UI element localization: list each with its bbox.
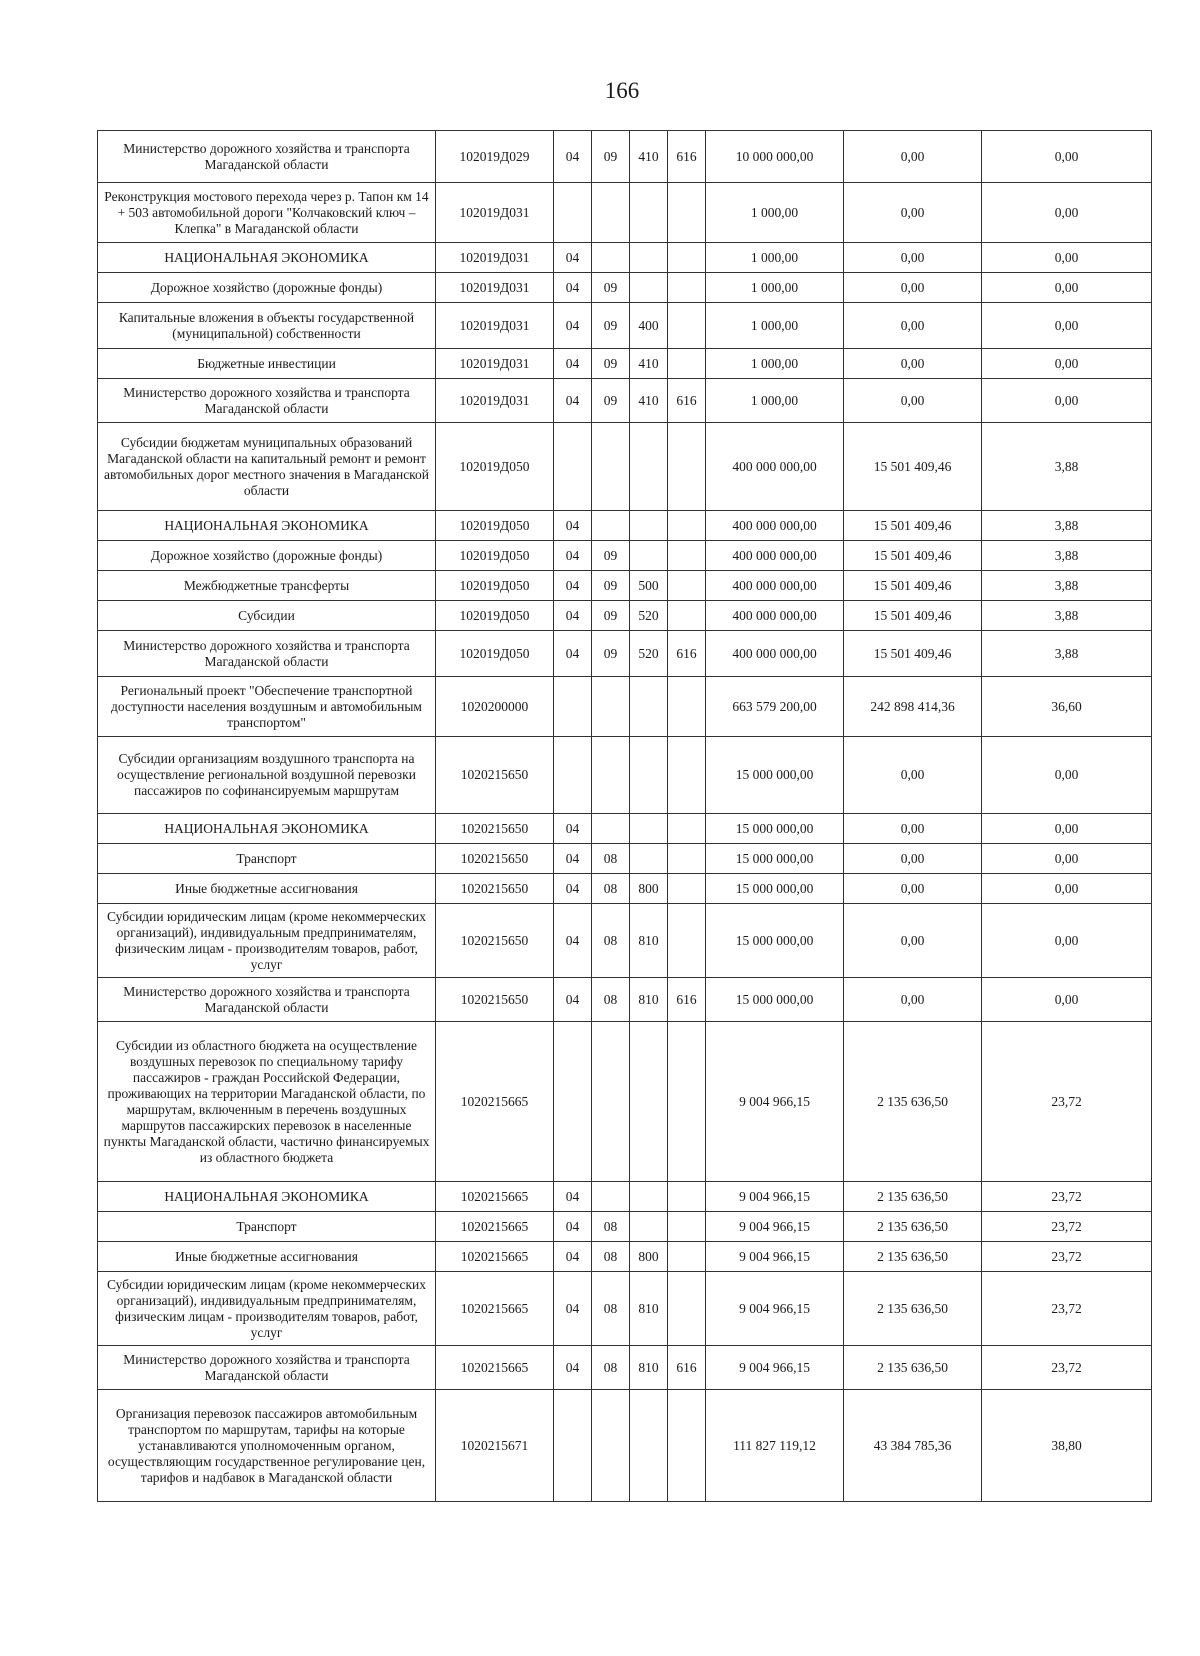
row-name: Региональный проект "Обеспечение транспортной доступности населения воздушным и автомобильным транспортом" bbox=[98, 677, 436, 737]
execution-percent: 0,00 bbox=[982, 844, 1152, 874]
execution-percent: 23,72 bbox=[982, 1346, 1152, 1390]
executed-amount: 2 135 636,50 bbox=[844, 1242, 982, 1272]
planned-amount: 1 000,00 bbox=[706, 183, 844, 243]
target-article-code: 1020200000 bbox=[436, 677, 554, 737]
expense-type-code bbox=[630, 183, 668, 243]
subsection-code: 09 bbox=[592, 541, 630, 571]
expense-type-code: 410 bbox=[630, 379, 668, 423]
chief-administrator-code bbox=[668, 541, 706, 571]
chief-administrator-code bbox=[668, 1022, 706, 1182]
table-row bbox=[98, 273, 1152, 303]
target-article-code: 102019Д050 bbox=[436, 631, 554, 677]
target-article-code: 102019Д031 bbox=[436, 349, 554, 379]
executed-amount: 0,00 bbox=[844, 874, 982, 904]
target-article-code: 102019Д031 bbox=[436, 183, 554, 243]
chief-administrator-code bbox=[668, 874, 706, 904]
executed-amount: 2 135 636,50 bbox=[844, 1022, 982, 1182]
planned-amount: 10 000 000,00 bbox=[706, 131, 844, 183]
executed-amount: 242 898 414,36 bbox=[844, 677, 982, 737]
target-article-code: 102019Д029 bbox=[436, 131, 554, 183]
target-article-code: 1020215650 bbox=[436, 978, 554, 1022]
table-row bbox=[98, 904, 1152, 978]
section-code: 04 bbox=[554, 844, 592, 874]
expense-type-code bbox=[630, 737, 668, 814]
subsection-code: 09 bbox=[592, 273, 630, 303]
chief-administrator-code: 616 bbox=[668, 131, 706, 183]
execution-percent: 3,88 bbox=[982, 571, 1152, 601]
executed-amount: 15 501 409,46 bbox=[844, 631, 982, 677]
subsection-code: 08 bbox=[592, 1242, 630, 1272]
subsection-code bbox=[592, 1182, 630, 1212]
chief-administrator-code bbox=[668, 904, 706, 978]
section-code: 04 bbox=[554, 571, 592, 601]
section-code: 04 bbox=[554, 631, 592, 677]
section-code bbox=[554, 1390, 592, 1502]
executed-amount: 2 135 636,50 bbox=[844, 1212, 982, 1242]
section-code: 04 bbox=[554, 1212, 592, 1242]
executed-amount: 0,00 bbox=[844, 814, 982, 844]
planned-amount: 9 004 966,15 bbox=[706, 1182, 844, 1212]
table-row bbox=[98, 737, 1152, 814]
execution-percent: 23,72 bbox=[982, 1212, 1152, 1242]
executed-amount: 0,00 bbox=[844, 978, 982, 1022]
expense-type-code: 410 bbox=[630, 131, 668, 183]
executed-amount: 0,00 bbox=[844, 844, 982, 874]
table-row bbox=[98, 1022, 1152, 1182]
execution-percent: 38,80 bbox=[982, 1390, 1152, 1502]
table-row bbox=[98, 423, 1152, 511]
planned-amount: 1 000,00 bbox=[706, 273, 844, 303]
target-article-code: 102019Д050 bbox=[436, 423, 554, 511]
expense-type-code: 520 bbox=[630, 631, 668, 677]
subsection-code bbox=[592, 511, 630, 541]
row-name: Министерство дорожного хозяйства и транспорта Магаданской области bbox=[98, 978, 436, 1022]
expense-type-code bbox=[630, 677, 668, 737]
executed-amount: 0,00 bbox=[844, 737, 982, 814]
expense-type-code: 520 bbox=[630, 601, 668, 631]
subsection-code: 09 bbox=[592, 571, 630, 601]
section-code bbox=[554, 423, 592, 511]
expense-type-code bbox=[630, 844, 668, 874]
execution-percent: 0,00 bbox=[982, 273, 1152, 303]
planned-amount: 15 000 000,00 bbox=[706, 737, 844, 814]
row-name: НАЦИОНАЛЬНАЯ ЭКОНОМИКА bbox=[98, 814, 436, 844]
target-article-code: 102019Д031 bbox=[436, 243, 554, 273]
execution-percent: 0,00 bbox=[982, 349, 1152, 379]
row-name: Реконструкция мостового перехода через р. Тапон км 14 + 503 автомобильной дороги "Колчаковский ключ – Клепка" в Магаданской области bbox=[98, 183, 436, 243]
planned-amount: 663 579 200,00 bbox=[706, 677, 844, 737]
subsection-code: 09 bbox=[592, 131, 630, 183]
execution-percent: 3,88 bbox=[982, 511, 1152, 541]
execution-percent: 36,60 bbox=[982, 677, 1152, 737]
chief-administrator-code bbox=[668, 423, 706, 511]
row-name: Министерство дорожного хозяйства и транспорта Магаданской области bbox=[98, 1346, 436, 1390]
row-name: Субсидии бюджетам муниципальных образований Магаданской области на капитальный ремонт и ремонт автомобильных дорог местного значения в Магаданской области bbox=[98, 423, 436, 511]
subsection-code: 08 bbox=[592, 978, 630, 1022]
subsection-code bbox=[592, 423, 630, 511]
section-code bbox=[554, 737, 592, 814]
executed-amount: 2 135 636,50 bbox=[844, 1182, 982, 1212]
executed-amount: 0,00 bbox=[844, 183, 982, 243]
planned-amount: 1 000,00 bbox=[706, 243, 844, 273]
chief-administrator-code: 616 bbox=[668, 1346, 706, 1390]
executed-amount: 0,00 bbox=[844, 904, 982, 978]
row-name: Субсидии из областного бюджета на осуществление воздушных перевозок по специальному тарифу пассажиров - граждан Российской Федерации, проживающих на территории Магаданской области, по маршрутам, включенным в перечень воздушных маршрутов пассажирских перевозок в населенные пункты Магаданской области, частично финансируемых из областного бюджета bbox=[98, 1022, 436, 1182]
chief-administrator-code bbox=[668, 511, 706, 541]
planned-amount: 400 000 000,00 bbox=[706, 631, 844, 677]
executed-amount: 0,00 bbox=[844, 349, 982, 379]
executed-amount: 0,00 bbox=[844, 303, 982, 349]
planned-amount: 9 004 966,15 bbox=[706, 1272, 844, 1346]
chief-administrator-code bbox=[668, 1272, 706, 1346]
table-row bbox=[98, 1212, 1152, 1242]
budget-table bbox=[97, 130, 1152, 1502]
section-code: 04 bbox=[554, 131, 592, 183]
row-name: Субсидии юридическим лицам (кроме некоммерческих организаций), индивидуальным предпринимателям, физическим лицам - производителям товаров, работ, услуг bbox=[98, 904, 436, 978]
section-code: 04 bbox=[554, 379, 592, 423]
subsection-code: 08 bbox=[592, 1272, 630, 1346]
planned-amount: 15 000 000,00 bbox=[706, 874, 844, 904]
executed-amount: 2 135 636,50 bbox=[844, 1346, 982, 1390]
execution-percent: 0,00 bbox=[982, 379, 1152, 423]
table-row bbox=[98, 511, 1152, 541]
expense-type-code bbox=[630, 814, 668, 844]
chief-administrator-code bbox=[668, 243, 706, 273]
row-name: НАЦИОНАЛЬНАЯ ЭКОНОМИКА bbox=[98, 1182, 436, 1212]
planned-amount: 9 004 966,15 bbox=[706, 1212, 844, 1242]
section-code: 04 bbox=[554, 904, 592, 978]
chief-administrator-code bbox=[668, 1182, 706, 1212]
expense-type-code bbox=[630, 511, 668, 541]
planned-amount: 9 004 966,15 bbox=[706, 1346, 844, 1390]
execution-percent: 0,00 bbox=[982, 978, 1152, 1022]
row-name: НАЦИОНАЛЬНАЯ ЭКОНОМИКА bbox=[98, 243, 436, 273]
execution-percent: 3,88 bbox=[982, 631, 1152, 677]
row-name: Межбюджетные трансферты bbox=[98, 571, 436, 601]
planned-amount: 1 000,00 bbox=[706, 379, 844, 423]
execution-percent: 3,88 bbox=[982, 423, 1152, 511]
planned-amount: 400 000 000,00 bbox=[706, 601, 844, 631]
executed-amount: 15 501 409,46 bbox=[844, 511, 982, 541]
planned-amount: 1 000,00 bbox=[706, 303, 844, 349]
section-code bbox=[554, 1022, 592, 1182]
subsection-code bbox=[592, 1022, 630, 1182]
row-name: Министерство дорожного хозяйства и транспорта Магаданской области bbox=[98, 131, 436, 183]
table-row bbox=[98, 1390, 1152, 1502]
planned-amount: 400 000 000,00 bbox=[706, 541, 844, 571]
chief-administrator-code bbox=[668, 814, 706, 844]
row-name: Капитальные вложения в объекты государственной (муниципальной) собственности bbox=[98, 303, 436, 349]
target-article-code: 1020215650 bbox=[436, 737, 554, 814]
chief-administrator-code bbox=[668, 844, 706, 874]
section-code bbox=[554, 677, 592, 737]
table-row bbox=[98, 131, 1152, 183]
target-article-code: 102019Д031 bbox=[436, 273, 554, 303]
target-article-code: 1020215665 bbox=[436, 1242, 554, 1272]
expense-type-code: 400 bbox=[630, 303, 668, 349]
execution-percent: 0,00 bbox=[982, 737, 1152, 814]
expense-type-code: 800 bbox=[630, 874, 668, 904]
table-row bbox=[98, 1272, 1152, 1346]
chief-administrator-code bbox=[668, 571, 706, 601]
chief-administrator-code bbox=[668, 677, 706, 737]
table-row bbox=[98, 677, 1152, 737]
planned-amount: 15 000 000,00 bbox=[706, 904, 844, 978]
execution-percent: 23,72 bbox=[982, 1182, 1152, 1212]
subsection-code: 09 bbox=[592, 379, 630, 423]
target-article-code: 1020215665 bbox=[436, 1346, 554, 1390]
section-code: 04 bbox=[554, 601, 592, 631]
row-name: НАЦИОНАЛЬНАЯ ЭКОНОМИКА bbox=[98, 511, 436, 541]
section-code: 04 bbox=[554, 814, 592, 844]
chief-administrator-code: 616 bbox=[668, 978, 706, 1022]
planned-amount: 15 000 000,00 bbox=[706, 844, 844, 874]
target-article-code: 1020215650 bbox=[436, 814, 554, 844]
row-name: Организация перевозок пассажиров автомобильным транспортом по маршрутам, тарифы на которые устанавливаются уполномоченным органом, осуществляющим государственное регулирование цен, тарифов и надбавок в Магаданской области bbox=[98, 1390, 436, 1502]
table-row bbox=[98, 349, 1152, 379]
chief-administrator-code bbox=[668, 183, 706, 243]
section-code bbox=[554, 183, 592, 243]
execution-percent: 0,00 bbox=[982, 904, 1152, 978]
section-code: 04 bbox=[554, 349, 592, 379]
row-name: Министерство дорожного хозяйства и транспорта Магаданской области bbox=[98, 631, 436, 677]
subsection-code: 08 bbox=[592, 844, 630, 874]
row-name: Бюджетные инвестиции bbox=[98, 349, 436, 379]
expense-type-code: 810 bbox=[630, 1346, 668, 1390]
chief-administrator-code bbox=[668, 273, 706, 303]
section-code: 04 bbox=[554, 541, 592, 571]
planned-amount: 1 000,00 bbox=[706, 349, 844, 379]
executed-amount: 0,00 bbox=[844, 131, 982, 183]
target-article-code: 102019Д050 bbox=[436, 541, 554, 571]
chief-administrator-code bbox=[668, 1390, 706, 1502]
execution-percent: 0,00 bbox=[982, 303, 1152, 349]
expense-type-code bbox=[630, 423, 668, 511]
row-name: Иные бюджетные ассигнования bbox=[98, 874, 436, 904]
execution-percent: 3,88 bbox=[982, 601, 1152, 631]
row-name: Транспорт bbox=[98, 1212, 436, 1242]
section-code: 04 bbox=[554, 978, 592, 1022]
chief-administrator-code: 616 bbox=[668, 379, 706, 423]
execution-percent: 23,72 bbox=[982, 1022, 1152, 1182]
subsection-code: 08 bbox=[592, 1212, 630, 1242]
target-article-code: 1020215665 bbox=[436, 1182, 554, 1212]
expense-type-code bbox=[630, 1212, 668, 1242]
subsection-code bbox=[592, 677, 630, 737]
table-row bbox=[98, 601, 1152, 631]
subsection-code bbox=[592, 183, 630, 243]
target-article-code: 1020215665 bbox=[436, 1022, 554, 1182]
expense-type-code: 810 bbox=[630, 978, 668, 1022]
chief-administrator-code bbox=[668, 601, 706, 631]
table-row bbox=[98, 631, 1152, 677]
target-article-code: 102019Д031 bbox=[436, 303, 554, 349]
planned-amount: 15 000 000,00 bbox=[706, 814, 844, 844]
execution-percent: 0,00 bbox=[982, 183, 1152, 243]
chief-administrator-code bbox=[668, 1212, 706, 1242]
expense-type-code bbox=[630, 541, 668, 571]
section-code: 04 bbox=[554, 273, 592, 303]
expense-type-code bbox=[630, 1022, 668, 1182]
table-row bbox=[98, 303, 1152, 349]
executed-amount: 15 501 409,46 bbox=[844, 541, 982, 571]
planned-amount: 400 000 000,00 bbox=[706, 571, 844, 601]
table-row bbox=[98, 541, 1152, 571]
expense-type-code bbox=[630, 1182, 668, 1212]
table-row bbox=[98, 379, 1152, 423]
executed-amount: 0,00 bbox=[844, 243, 982, 273]
table-row bbox=[98, 1346, 1152, 1390]
target-article-code: 1020215665 bbox=[436, 1272, 554, 1346]
executed-amount: 15 501 409,46 bbox=[844, 571, 982, 601]
target-article-code: 1020215650 bbox=[436, 904, 554, 978]
execution-percent: 23,72 bbox=[982, 1272, 1152, 1346]
executed-amount: 2 135 636,50 bbox=[844, 1272, 982, 1346]
target-article-code: 102019Д050 bbox=[436, 571, 554, 601]
execution-percent: 0,00 bbox=[982, 874, 1152, 904]
table-row bbox=[98, 183, 1152, 243]
target-article-code: 1020215665 bbox=[436, 1212, 554, 1242]
chief-administrator-code bbox=[668, 1242, 706, 1272]
section-code: 04 bbox=[554, 1242, 592, 1272]
target-article-code: 1020215671 bbox=[436, 1390, 554, 1502]
subsection-code: 09 bbox=[592, 303, 630, 349]
expense-type-code: 500 bbox=[630, 571, 668, 601]
target-article-code: 102019Д031 bbox=[436, 379, 554, 423]
execution-percent: 0,00 bbox=[982, 131, 1152, 183]
section-code: 04 bbox=[554, 1182, 592, 1212]
target-article-code: 1020215650 bbox=[436, 874, 554, 904]
expense-type-code: 800 bbox=[630, 1242, 668, 1272]
subsection-code: 08 bbox=[592, 904, 630, 978]
planned-amount: 9 004 966,15 bbox=[706, 1242, 844, 1272]
section-code: 04 bbox=[554, 303, 592, 349]
subsection-code: 09 bbox=[592, 349, 630, 379]
execution-percent: 0,00 bbox=[982, 243, 1152, 273]
row-name: Субсидии bbox=[98, 601, 436, 631]
target-article-code: 1020215650 bbox=[436, 844, 554, 874]
row-name: Дорожное хозяйство (дорожные фонды) bbox=[98, 541, 436, 571]
chief-administrator-code bbox=[668, 349, 706, 379]
section-code: 04 bbox=[554, 511, 592, 541]
row-name: Субсидии организациям воздушного транспорта на осуществление региональной воздушной перевозки пассажиров по софинансируемым маршрутам bbox=[98, 737, 436, 814]
chief-administrator-code bbox=[668, 737, 706, 814]
section-code: 04 bbox=[554, 243, 592, 273]
chief-administrator-code: 616 bbox=[668, 631, 706, 677]
execution-percent: 0,00 bbox=[982, 814, 1152, 844]
executed-amount: 0,00 bbox=[844, 379, 982, 423]
table-row bbox=[98, 874, 1152, 904]
execution-percent: 23,72 bbox=[982, 1242, 1152, 1272]
target-article-code: 102019Д050 bbox=[436, 601, 554, 631]
expense-type-code: 810 bbox=[630, 1272, 668, 1346]
table-row bbox=[98, 844, 1152, 874]
subsection-code: 09 bbox=[592, 631, 630, 677]
page-number: 166 bbox=[604, 78, 640, 103]
executed-amount: 15 501 409,46 bbox=[844, 423, 982, 511]
executed-amount: 0,00 bbox=[844, 273, 982, 303]
planned-amount: 111 827 119,12 bbox=[706, 1390, 844, 1502]
subsection-code: 09 bbox=[592, 601, 630, 631]
row-name: Субсидии юридическим лицам (кроме некоммерческих организаций), индивидуальным предпринимателям, физическим лицам - производителям товаров, работ, услуг bbox=[98, 1272, 436, 1346]
table-row bbox=[98, 243, 1152, 273]
executed-amount: 15 501 409,46 bbox=[844, 601, 982, 631]
row-name: Иные бюджетные ассигнования bbox=[98, 1242, 436, 1272]
subsection-code bbox=[592, 1390, 630, 1502]
planned-amount: 400 000 000,00 bbox=[706, 423, 844, 511]
row-name: Министерство дорожного хозяйства и транспорта Магаданской области bbox=[98, 379, 436, 423]
subsection-code bbox=[592, 814, 630, 844]
subsection-code: 08 bbox=[592, 874, 630, 904]
section-code: 04 bbox=[554, 1272, 592, 1346]
table-row bbox=[98, 814, 1152, 844]
section-code: 04 bbox=[554, 1346, 592, 1390]
table-row bbox=[98, 1182, 1152, 1212]
planned-amount: 15 000 000,00 bbox=[706, 978, 844, 1022]
section-code: 04 bbox=[554, 874, 592, 904]
expense-type-code bbox=[630, 273, 668, 303]
executed-amount: 43 384 785,36 bbox=[844, 1390, 982, 1502]
execution-percent: 3,88 bbox=[982, 541, 1152, 571]
row-name: Транспорт bbox=[98, 844, 436, 874]
expense-type-code bbox=[630, 1390, 668, 1502]
expense-type-code: 410 bbox=[630, 349, 668, 379]
planned-amount: 9 004 966,15 bbox=[706, 1022, 844, 1182]
planned-amount: 400 000 000,00 bbox=[706, 511, 844, 541]
expense-type-code bbox=[630, 243, 668, 273]
expense-type-code: 810 bbox=[630, 904, 668, 978]
target-article-code: 102019Д050 bbox=[436, 511, 554, 541]
row-name: Дорожное хозяйство (дорожные фонды) bbox=[98, 273, 436, 303]
subsection-code: 08 bbox=[592, 1346, 630, 1390]
subsection-code bbox=[592, 243, 630, 273]
table-row bbox=[98, 1242, 1152, 1272]
chief-administrator-code bbox=[668, 303, 706, 349]
subsection-code bbox=[592, 737, 630, 814]
table-row bbox=[98, 978, 1152, 1022]
table-row bbox=[98, 571, 1152, 601]
